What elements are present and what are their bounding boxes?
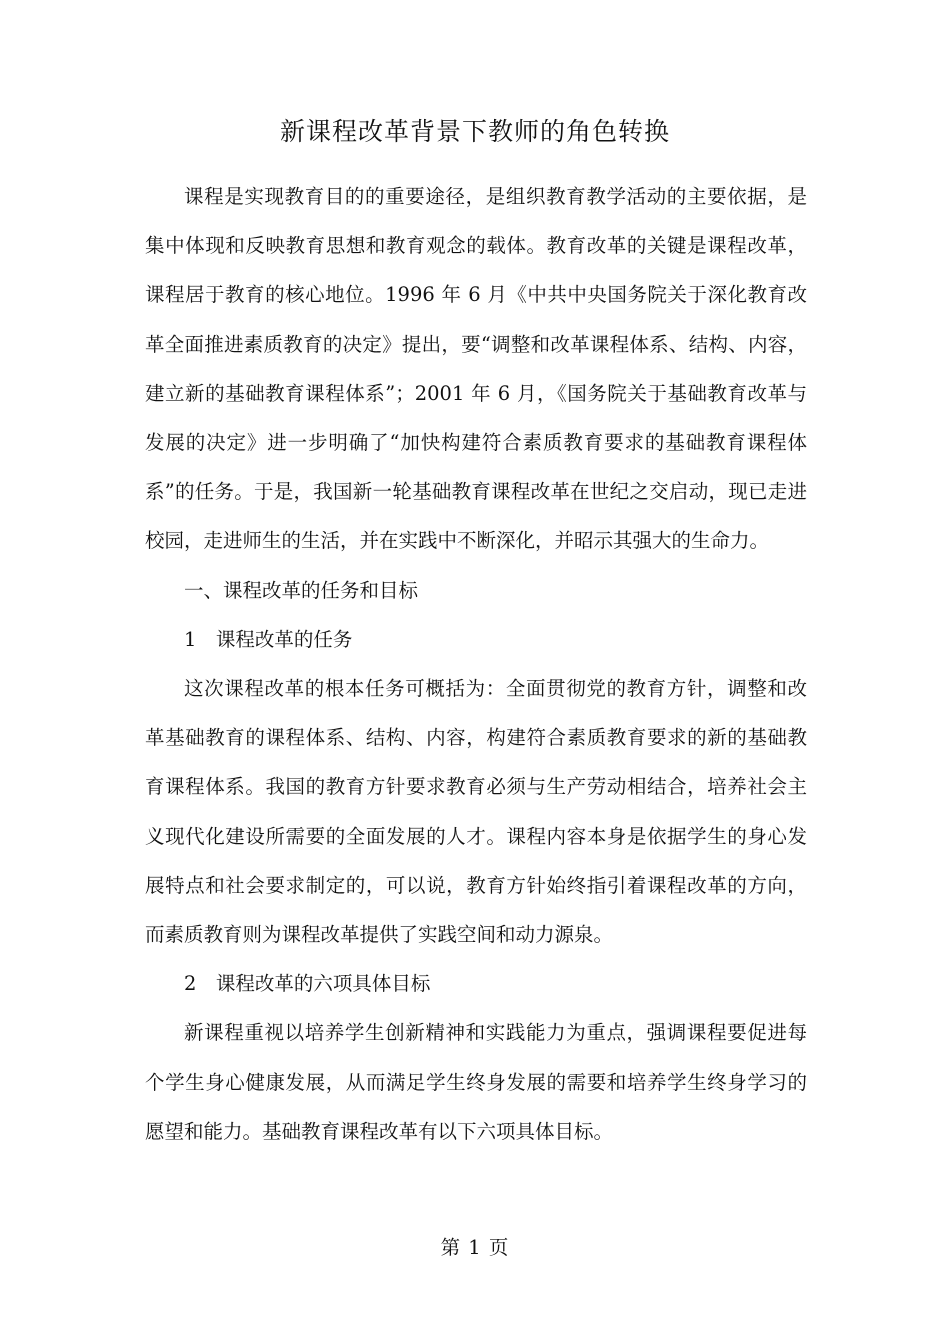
section-heading: 一、课程改革的任务和目标 bbox=[184, 578, 419, 602]
intro-paragraph: 课程是实现教育目的的重要途径，是组织教育教学活动的主要依据，是集中体现和反映教育思想和教育观念的载体。教育改革的关键是课程改革，课程居于教育的核心地位。1996 年 6 月《中共中央国务院关于深化教育改革全面推进素质教育的决定》提出，要“调整和改革课程体系、结构、内容，建立新的基础教育课程体系”；2001 年 6 月，《国务院关于基础教育改革与发展的决定》进一步明确了“加快构建符合素质教育要求的基础教育课程体系”的任务。于是，我国新一轮基础教育课程改革在世纪之交启动，现已走进校园，走进师生的生活，并在实践中不断深化，并昭示其强大的生命力。 bbox=[145, 185, 807, 553]
document-body bbox=[145, 172, 807, 1156]
body-paragraph: 新课程重视以培养学生创新精神和实践能力为重点，强调课程要促进每个学生身心健康发展，从而满足学生终身发展的需要和培养学生终身学习的愿望和能力。基础教育课程改革有以下六项具体目标。 bbox=[145, 1021, 807, 1143]
page-number: 第 1 页 bbox=[440, 1236, 510, 1259]
document-title: 新课程改革背景下教师的角色转换 bbox=[279, 117, 670, 146]
subsection-heading: 1 课程改革的任务 bbox=[184, 627, 353, 651]
subsection-heading: 2 课程改革的六项具体目标 bbox=[184, 972, 431, 996]
body-paragraph: 这次课程改革的根本任务可概括为：全面贯彻党的教育方针，调整和改革基础教育的课程体系、结构、内容，构建符合素质教育要求的新的基础教育课程体系。我国的教育方针要求教育必须与生产劳动相结合，培养社会主义现代化建设所需要的全面发展的人才。课程内容本身是依据学生的身心发展特点和社会要求制定的，可以说，教育方针始终指引着课程改革的方向，而素质教育则为课程改革提供了实践空间和动力源泉。 bbox=[145, 677, 807, 947]
